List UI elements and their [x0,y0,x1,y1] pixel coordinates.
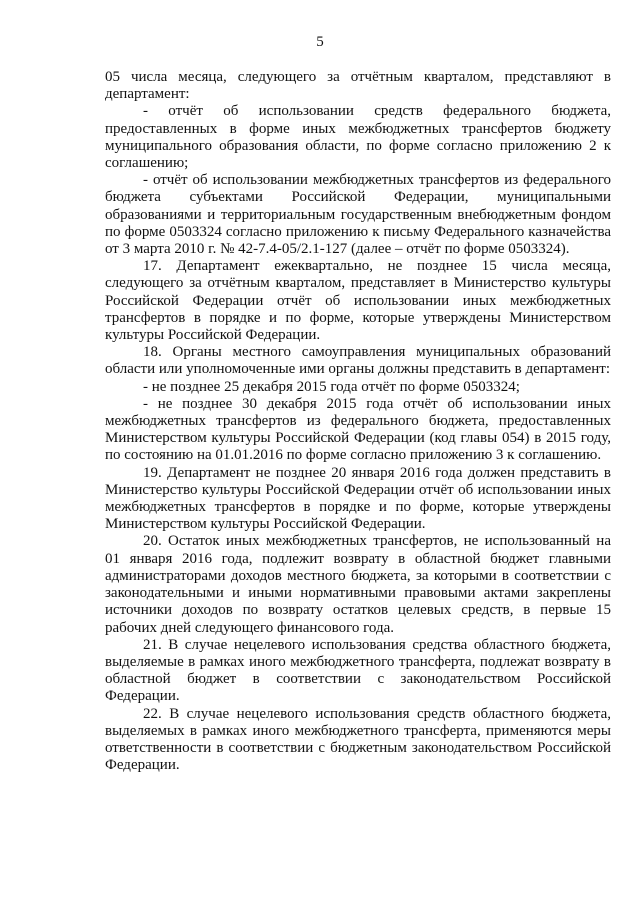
clause-20: 20. Остаток иных межбюджетных трансфертов, не использованный на 01 января 2016 года, подлежит возврату в областной бюджет главными администраторами доходов местного бюджета, за которыми в соответствии с законодательными и иными нормативными правовыми актами закреплены источники доходов по возврату остатков целевых средств, в первые 15 рабочих дней следующего финансового года. [105,533,611,636]
list-item-deadline-dec-25: - не позднее 25 декабря 2015 года отчёт по форме 0503324; [143,378,520,395]
clause-22: 22. В случае нецелевого использования средств областного бюджета, выделяемых в рамках иного межбюджетного трансферта, применяются меры ответственности в соответствии с бюджетным законодательством Российской Федерации. [105,705,611,774]
clause-17: 17. Департамент ежеквартально, не позднее 15 числа месяца, следующего за отчётным кварталом, представляет в Министерство культуры Российской Федерации отчёт об использовании иных межбюджетных трансфертов в порядке и по форме, которые утверждены Министерством культуры Российской Федерации. [105,258,611,344]
paragraph-continuation: 05 числа месяца, следующего за отчётным кварталом, представляют в департамент: [105,69,611,103]
clause-18: 18. Органы местного самоуправления муниципальных образований области или уполномоченные ими органы должны представить в департамент: [105,344,611,378]
list-item-report-federal-funds: - отчёт об использовании средств федерального бюджета, предоставленных в форме иных межбюджетных трансфертов бюджету муниципального образования области, по форме согласно приложению 2 к соглашению; [105,103,611,172]
page-number: 5 [316,34,324,50]
clause-19: 19. Департамент не позднее 20 января 2016 года должен представить в Министерство культуры Российской Федерации отчёт об использовании иных межбюджетных трансфертов в порядке и по форме, которые утверждены Министерством культуры Российской Федерации. [105,464,611,533]
list-item-report-0503324: - отчёт об использовании межбюджетных трансфертов из федерального бюджета субъектами Российской Федерации, муниципальными образованиями и территориальным государственным внебюджетным фондом по форме 0503324 согласно приложению к письму Федерального казначейства от 3 марта 2010 г. № 42-7.4-05/2.1-127 (далее – отчёт по форме 0503324). [105,172,611,258]
clause-21: 21. В случае нецелевого использования средства областного бюджета, выделяемые в рамках иного межбюджетного трансферта, подлежат возврату в областной бюджет в соответствии с законодательством Российской Федерации. [105,636,611,705]
document-body [105,69,611,774]
list-item-deadline-dec-30: - не позднее 30 декабря 2015 года отчёт об использовании иных межбюджетных трансфертов из федерального бюджета, предоставленных Министерством культуры Российской Федерации (код главы 054) в 2015 году, по состоянию на 01.01.2016 по форме согласно приложению 3 к соглашению. [105,395,611,464]
